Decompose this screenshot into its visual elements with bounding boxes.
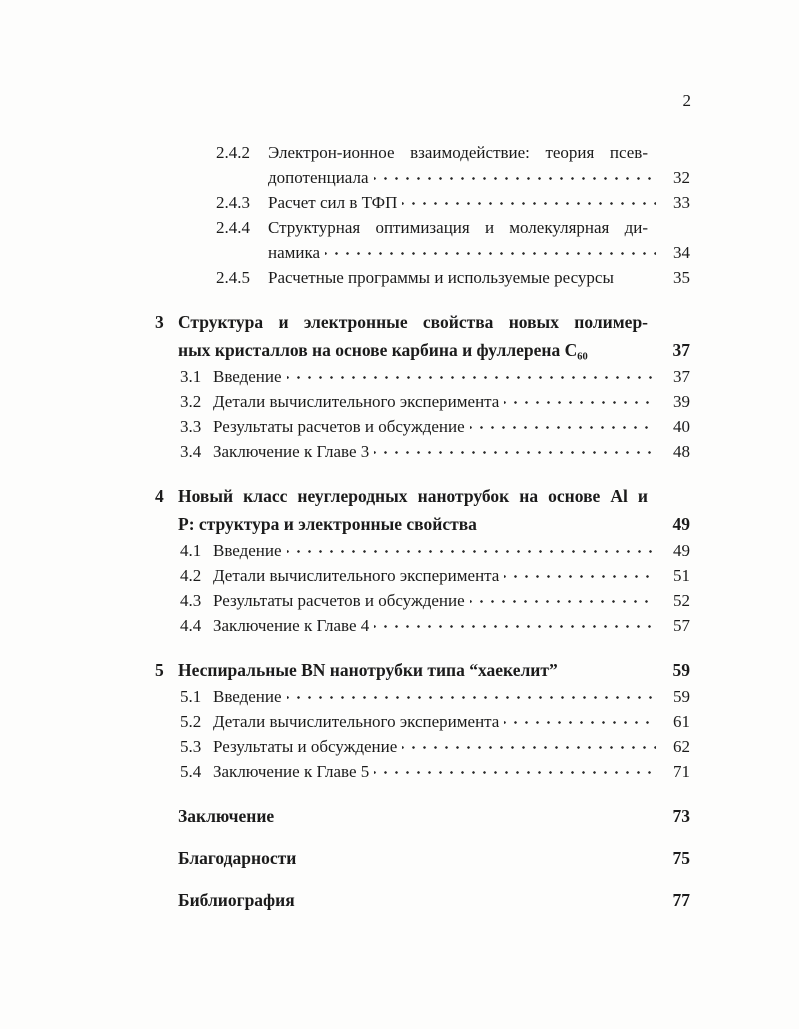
toc-entry-number: 5.1 (180, 687, 202, 706)
toc-entry-page: 35 (673, 268, 690, 287)
toc-entry-line (155, 734, 690, 759)
toc-entry (155, 439, 690, 464)
toc-entry (155, 364, 690, 389)
toc-entry-line (155, 588, 690, 613)
toc-entry-line (155, 802, 690, 830)
toc-entry-page: 40 (673, 417, 690, 436)
toc-entry-number: 2.4.2 (216, 143, 250, 162)
toc-entry-page: 77 (672, 890, 690, 910)
toc-entry-line (155, 240, 690, 265)
toc-entry-page: 51 (673, 566, 690, 585)
toc-entry-page: 32 (673, 168, 690, 187)
toc-entry-number: 2.4.3 (216, 193, 250, 212)
toc-entry-line (155, 482, 690, 510)
dot-leader (287, 684, 656, 709)
toc-entry-number: 3.3 (180, 417, 202, 436)
toc-entry-page: 37 (672, 340, 690, 360)
toc-entry-line (155, 684, 690, 709)
toc-entry-line (155, 759, 690, 784)
toc-entry-title: Введение (213, 687, 282, 706)
dot-leader (374, 439, 656, 464)
toc-entry-number: 3 (155, 312, 164, 332)
toc-entry-title: Расчетные программы и используемые ресурсы (268, 268, 614, 287)
toc-entry-page: 52 (673, 591, 690, 610)
toc-entry-title: Заключение к Главе 5 (213, 762, 370, 781)
toc-entry-page: 37 (673, 367, 690, 386)
toc-entry-title: Детали вычислительного эксперимента (213, 712, 500, 731)
dot-leader (504, 389, 656, 414)
toc-entry-number: 5.2 (180, 712, 202, 731)
dot-leader (374, 165, 656, 190)
toc-entry-title: Неспиральные BN нанотрубки типа “хаекелит” (178, 660, 558, 680)
toc-entry (155, 538, 690, 563)
toc-entry-line (155, 414, 690, 439)
toc-entry-title: допотенциала (268, 168, 369, 187)
toc-entry-line (155, 886, 690, 914)
toc-entry-page: 49 (673, 541, 690, 560)
toc-entry-line (155, 140, 690, 165)
toc-entry-number: 4.2 (180, 566, 202, 585)
toc-entry-number: 4.1 (180, 541, 202, 560)
toc-entry-line (155, 389, 690, 414)
toc-entry-number: 2.4.4 (216, 218, 250, 237)
dot-leader (325, 240, 656, 265)
toc-entry-title: P: структура и электронные свойства (178, 514, 477, 534)
toc-entry-page: 57 (673, 616, 690, 635)
toc-entry-number: 2.4.5 (216, 268, 250, 287)
dot-leader (287, 364, 656, 389)
toc-entry-page: 59 (673, 687, 690, 706)
toc-entry-title: ных кристаллов на основе карбина и фуллерена C₆₀ (178, 340, 588, 360)
toc-entry-line (155, 613, 690, 638)
toc-entry (155, 563, 690, 588)
toc-entry-page: 71 (673, 762, 690, 781)
toc-entry-title: Структура и электронные свойства новых полимер- (178, 312, 648, 332)
toc-entry-line (155, 265, 690, 290)
dot-leader (402, 734, 656, 759)
dot-leader (470, 414, 656, 439)
toc-entry-title: намика (268, 243, 321, 262)
dot-leader (287, 538, 656, 563)
toc-entry-title: Результаты расчетов и обсуждение (213, 417, 465, 436)
toc-entry-title: Расчет сил в ТФП (268, 193, 398, 212)
toc-entry-title: Новый класс неуглеродных нанотрубок на основе Al и (178, 486, 648, 506)
toc-entry-number: 5.4 (180, 762, 202, 781)
dot-leader (504, 563, 656, 588)
toc-entry-line (155, 336, 690, 364)
toc-entry-number: 5 (155, 660, 164, 680)
toc-entry (155, 802, 690, 830)
toc-entry (155, 613, 690, 638)
toc-entry-title: Структурная оптимизация и молекулярная ди- (268, 218, 648, 237)
toc-entry-title: Введение (213, 541, 282, 560)
toc-entry-number: 4.3 (180, 591, 202, 610)
toc-entry (155, 215, 690, 265)
toc-entry-page: 73 (672, 806, 690, 826)
toc-entry-page: 62 (673, 737, 690, 756)
toc-entry-page: 75 (672, 848, 690, 868)
toc-entry (155, 389, 690, 414)
toc-entry-number: 4.4 (180, 616, 202, 635)
toc-entry-number: 3.4 (180, 442, 202, 461)
toc-entry-line (155, 656, 690, 684)
dot-leader (374, 613, 656, 638)
dot-leader (504, 709, 656, 734)
toc-entry (155, 886, 690, 914)
toc-entry-line (155, 190, 690, 215)
toc-entry-page: 34 (673, 243, 690, 262)
toc-entry (155, 588, 690, 613)
toc-entry-title: Благодарности (178, 848, 297, 868)
toc-entry (155, 656, 690, 684)
toc-entry-page: 33 (673, 193, 690, 212)
toc-entry-page: 49 (672, 514, 690, 534)
toc-entry (155, 265, 690, 290)
toc-entry (155, 414, 690, 439)
toc-entry-page: 61 (673, 712, 690, 731)
toc-entry-line (155, 510, 690, 538)
toc-entry-line (155, 364, 690, 389)
toc-entry-title: Результаты расчетов и обсуждение (213, 591, 465, 610)
toc-entry-page: 48 (673, 442, 690, 461)
toc-entry (155, 844, 690, 872)
toc-entry-number: 4 (155, 486, 164, 506)
toc-entry-line (155, 709, 690, 734)
toc-entry-title: Детали вычислительного эксперимента (213, 566, 500, 585)
toc-entry-title: Введение (213, 367, 282, 386)
page-number: 2 (682, 91, 691, 110)
toc-entry (155, 709, 690, 734)
toc-entry-number: 5.3 (180, 737, 202, 756)
toc-entry-line (155, 844, 690, 872)
toc-entry-line (155, 538, 690, 563)
toc-entry (155, 140, 690, 190)
toc-entry (155, 734, 690, 759)
toc-entry-line (155, 439, 690, 464)
toc-entry-title: Библиография (178, 890, 295, 910)
toc-entry (155, 684, 690, 709)
toc-entry-page: 59 (672, 660, 690, 680)
toc-list (155, 140, 690, 914)
toc-entry-title: Электрон-ионное взаимодействие: теория псев- (268, 143, 648, 162)
toc-entry-line (155, 563, 690, 588)
toc-entry-line (155, 308, 690, 336)
toc-entry-number: 3.2 (180, 392, 202, 411)
toc-entry-line (155, 165, 690, 190)
toc-entry-title: Заключение (178, 806, 275, 826)
toc-entry-number: 3.1 (180, 367, 202, 386)
toc-entry-title: Детали вычислительного эксперимента (213, 392, 500, 411)
toc-entry (155, 482, 690, 538)
dot-leader (470, 588, 656, 613)
dot-leader (374, 759, 656, 784)
toc-entry-line (155, 215, 690, 240)
dot-leader (402, 190, 656, 215)
toc-entry-title: Заключение к Главе 4 (213, 616, 370, 635)
toc-entry (155, 190, 690, 215)
toc-entry-title: Результаты и обсуждение (213, 737, 398, 756)
toc-entry (155, 308, 690, 364)
toc-entry-title: Заключение к Главе 3 (213, 442, 370, 461)
toc-entry (155, 759, 690, 784)
toc-entry-page: 39 (673, 392, 690, 411)
